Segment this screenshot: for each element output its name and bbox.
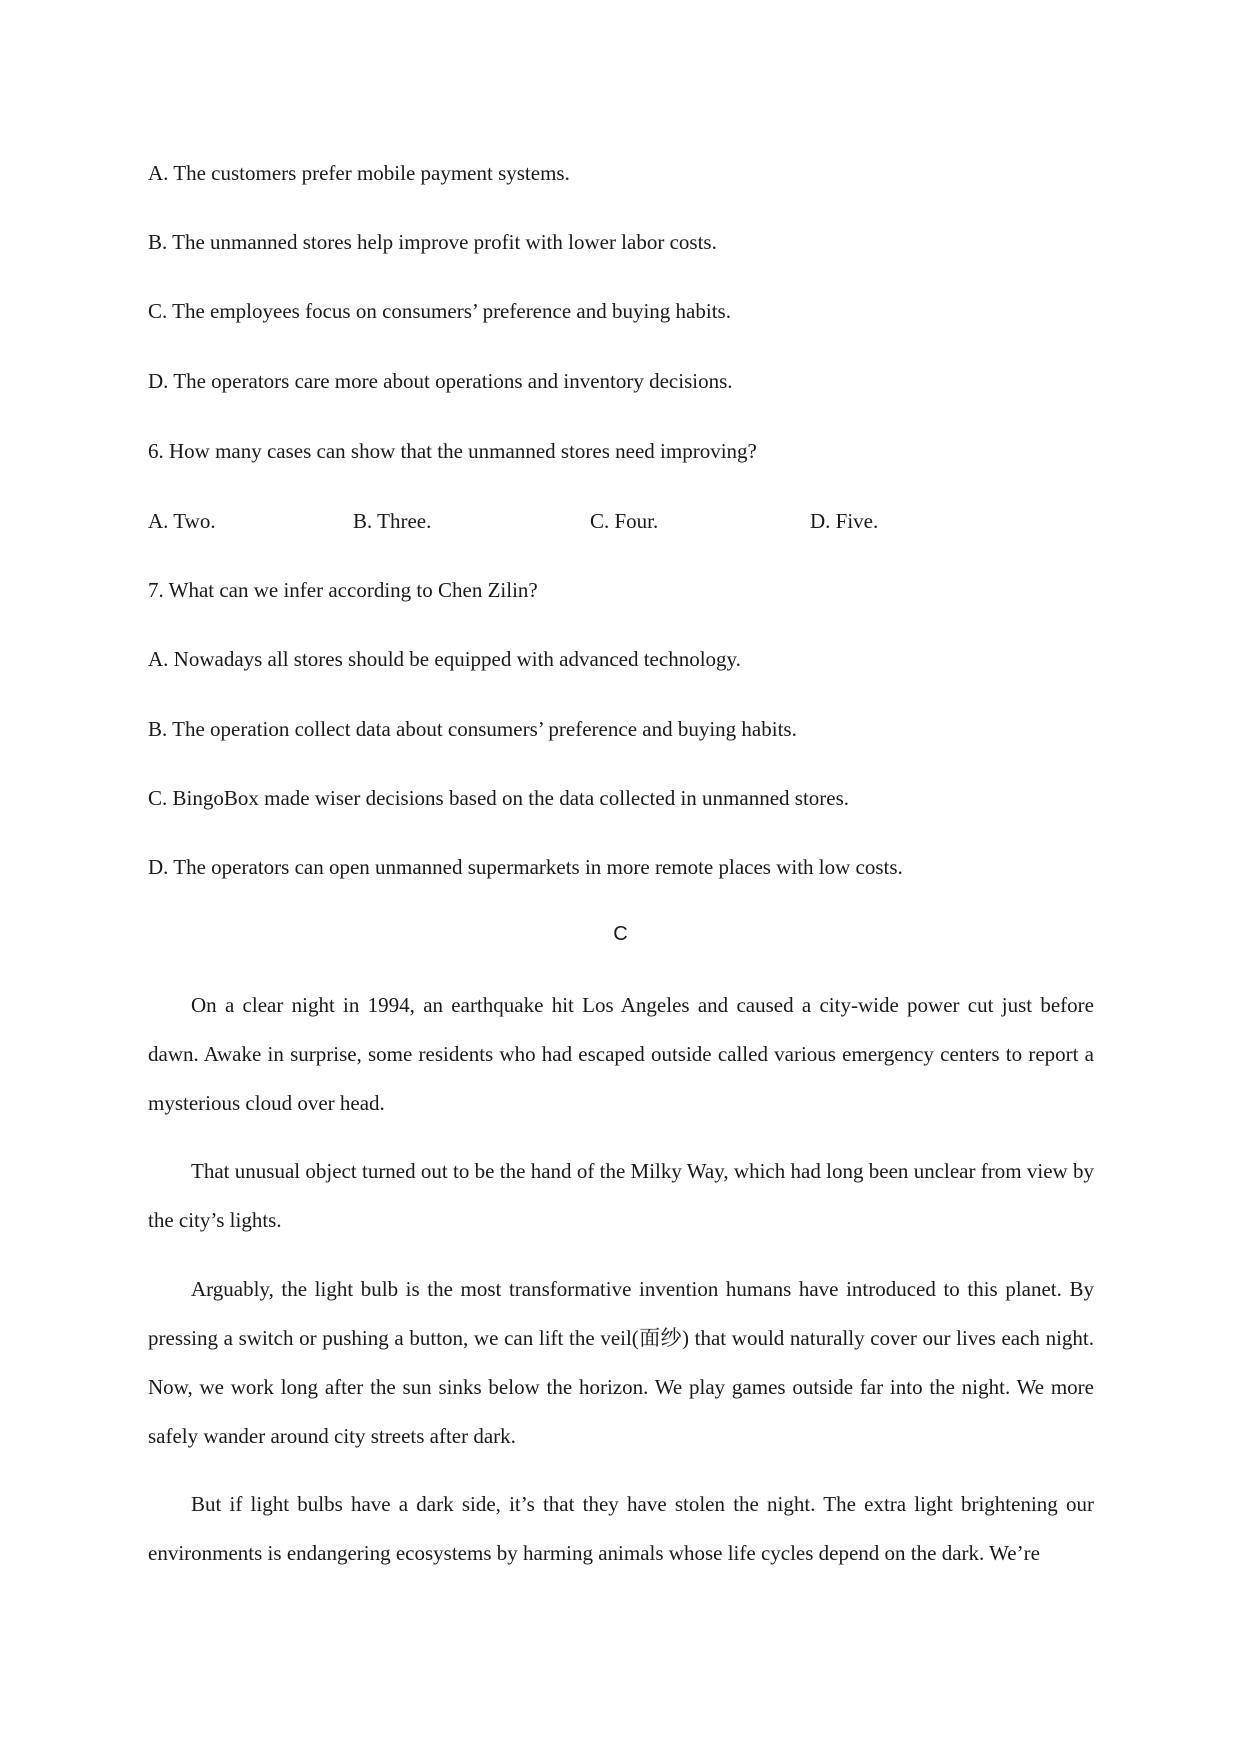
q6-option-b: B. Three. (353, 509, 432, 533)
q5-option-a: A. The customers prefer mobile payment systems. (148, 161, 570, 185)
passage-paragraph-3: Arguably, the light bulb is the most transformative invention humans have introduced to this planet. By pressing a switch or pushing a button, we can lift the veil(面纱) that would naturally cover our lives each night. Now, we work long after the sun sinks below the horizon. We play games outside far into the night. We more safely wander around city streets after dark. (148, 1277, 1094, 1448)
q7-question: 7. What can we infer according to Chen Zilin? (148, 578, 538, 602)
q6-options-row (0, 509, 1241, 533)
q6-question: 6. How many cases can show that the unmanned stores need improving? (148, 439, 757, 463)
q5-option-d: D. The operators care more about operations and inventory decisions. (148, 369, 733, 393)
section-heading: C (613, 923, 628, 945)
passage-paragraph-2: That unusual object turned out to be the hand of the Milky Way, which had long been unclear from view by the city’s lights. (148, 1159, 1094, 1232)
q7-option-c: C. BingoBox made wiser decisions based on the data collected in unmanned stores. (148, 786, 850, 810)
passage-paragraph-1: On a clear night in 1994, an earthquake hit Los Angeles and caused a city-wide power cut just before dawn. Awake in surprise, some residents who had escaped outside called various emergency centers to report a mysterious cloud over head. (148, 993, 1094, 1115)
q7-option-a: A. Nowadays all stores should be equipped with advanced technology. (148, 647, 741, 671)
q5-option-b: B. The unmanned stores help improve profit with lower labor costs. (148, 230, 717, 254)
q7-option-b: B. The operation collect data about consumers’ preference and buying habits. (148, 717, 797, 741)
q5-option-c: C. The employees focus on consumers’ preference and buying habits. (148, 299, 731, 323)
passage-paragraph-4: But if light bulbs have a dark side, it’s that they have stolen the night. The extra light brightening our environments is endangering ecosystems by harming animals whose life cycles depend on the dark. We’re (148, 1492, 1094, 1565)
q6-option-d: D. Five. (810, 509, 879, 533)
q6-option-a: A. Two. (148, 509, 216, 533)
q6-option-c: C. Four. (590, 509, 659, 533)
q7-option-d: D. The operators can open unmanned supermarkets in more remote places with low costs. (148, 855, 903, 879)
